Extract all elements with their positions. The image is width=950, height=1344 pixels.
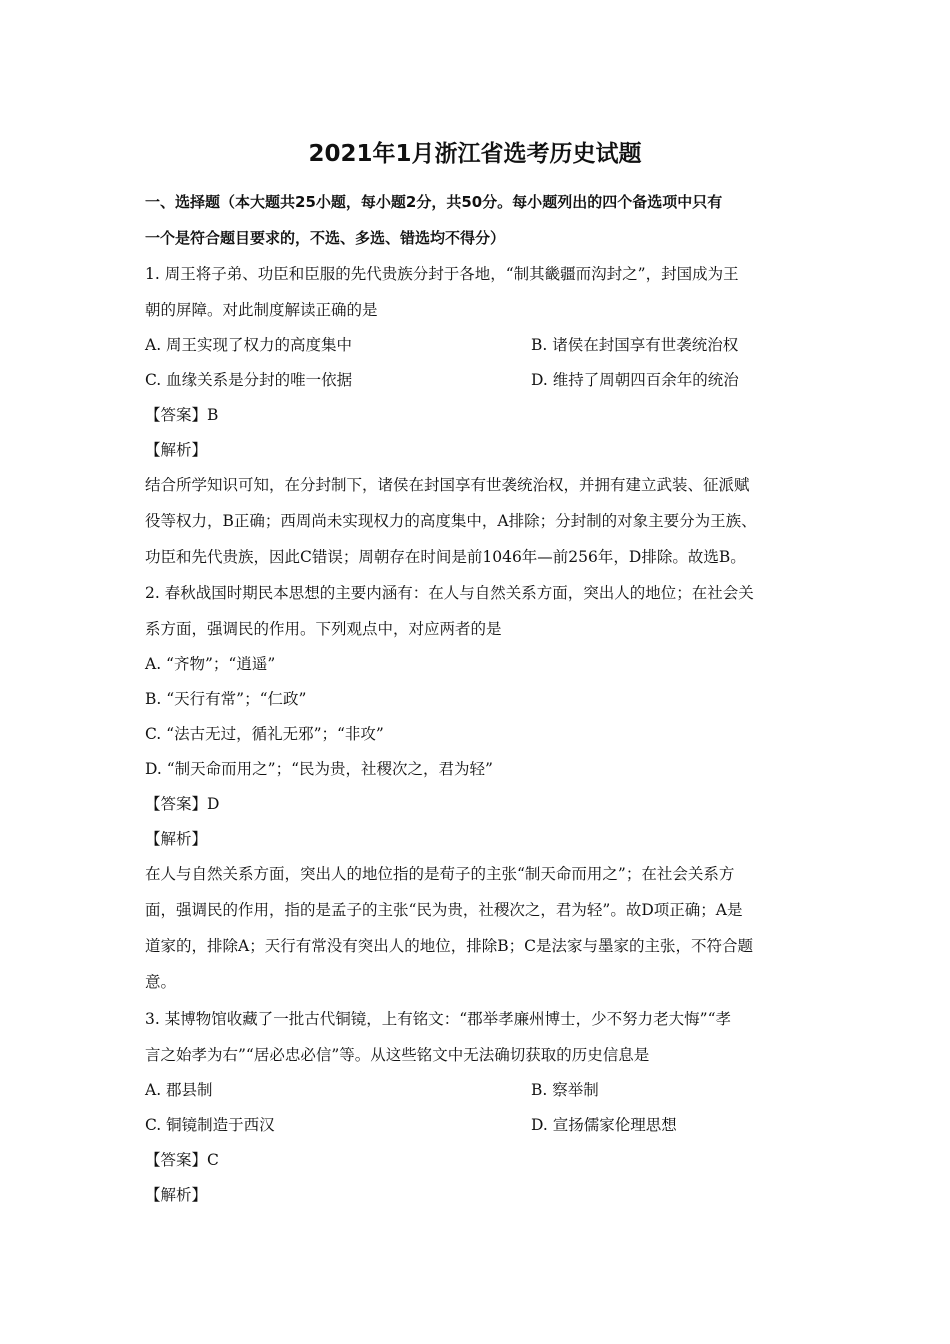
q2-option-a: A. “齐物”；“逍遥” bbox=[145, 655, 276, 673]
q3-option-b: B. 察举制 bbox=[531, 1081, 599, 1099]
q2-analysis-line-4: 意。 bbox=[145, 973, 177, 991]
q1-stem-line-2: 朝的屏障。对此制度解读正确的是 bbox=[145, 301, 378, 319]
q2-analysis-line-2: 面，强调民的作用，指的是孟子的主张“民为贵，社稷次之，君为轻”。故D项正确；A是 bbox=[145, 901, 743, 919]
q1-analysis-line-3: 功臣和先代贵族，因此C错误；周朝存在时间是前1046年—前256年，D排除。故选B。 bbox=[145, 548, 746, 566]
q1-option-a: A. 周王实现了权力的高度集中 bbox=[145, 336, 353, 354]
q1-option-d: D. 维持了周朝四百余年的统治 bbox=[531, 371, 739, 389]
q1-analysis-label: 【解析】 bbox=[145, 441, 208, 459]
q3-option-d: D. 宣扬儒家伦理思想 bbox=[531, 1116, 677, 1134]
section-heading-line-2: 一个是符合题目要求的，不选、多选、错选均不得分） bbox=[145, 229, 506, 247]
q2-analysis-line-3: 道家的，排除A；天行有常没有突出人的地位，排除B；C是法家与墨家的主张，不符合题 bbox=[145, 937, 753, 955]
q1-analysis-line-2: 役等权力，B正确；西周尚未实现权力的高度集中，A排除；分封制的对象主要分为王族、 bbox=[145, 512, 757, 530]
q3-stem-line-2: 言之始孝为右”“居必忠必信”等。从这些铭文中无法确切获取的历史信息是 bbox=[145, 1046, 650, 1064]
q1-answer: 【答案】B bbox=[145, 406, 219, 424]
q2-option-b: B. “天行有常”；“仁政” bbox=[145, 690, 307, 708]
q3-answer: 【答案】C bbox=[145, 1151, 219, 1169]
section-heading-line-1: 一、选择题（本大题共25小题，每小题2分，共50分。每小题列出的四个备选项中只有 bbox=[145, 193, 723, 211]
q2-stem-line-1: 2. 春秋战国时期民本思想的主要内涵有：在人与自然关系方面，突出人的地位；在社会关 bbox=[145, 584, 754, 602]
document-title: 2021年1月浙江省选考历史试题 bbox=[308, 141, 642, 167]
q2-analysis-line-1: 在人与自然关系方面，突出人的地位指的是荀子的主张“制天命而用之”；在社会关系方 bbox=[145, 865, 735, 883]
q1-option-b: B. 诸侯在封国享有世袭统治权 bbox=[531, 336, 739, 354]
q1-analysis-line-1: 结合所学知识可知，在分封制下，诸侯在封国享有世袭统治权，并拥有建立武装、征派赋 bbox=[145, 476, 750, 494]
q2-option-c: C. “法古无过，循礼无邪”；“非攻” bbox=[145, 725, 384, 743]
q3-analysis-label: 【解析】 bbox=[145, 1186, 208, 1204]
q2-answer: 【答案】D bbox=[145, 795, 220, 813]
q1-option-c: C. 血缘关系是分封的唯一依据 bbox=[145, 371, 353, 389]
q3-stem-line-1: 3. 某博物馆收藏了一批古代铜镜，上有铭文：“郡举孝廉州博士，少不努力老大悔”“孝 bbox=[145, 1010, 731, 1028]
q3-option-a: A. 郡县制 bbox=[145, 1081, 213, 1099]
q3-option-c: C. 铜镜制造于西汉 bbox=[145, 1116, 275, 1134]
q2-analysis-label: 【解析】 bbox=[145, 830, 208, 848]
q2-stem-line-2: 系方面，强调民的作用。下列观点中，对应两者的是 bbox=[145, 620, 502, 638]
q2-option-d: D. “制天命而用之”；“民为贵，社稷次之，君为轻” bbox=[145, 760, 493, 778]
q1-stem-line-1: 1. 周王将子弟、功臣和臣服的先代贵族分封于各地，“制其畿疆而沟封之”，封国成为王 bbox=[145, 265, 739, 283]
